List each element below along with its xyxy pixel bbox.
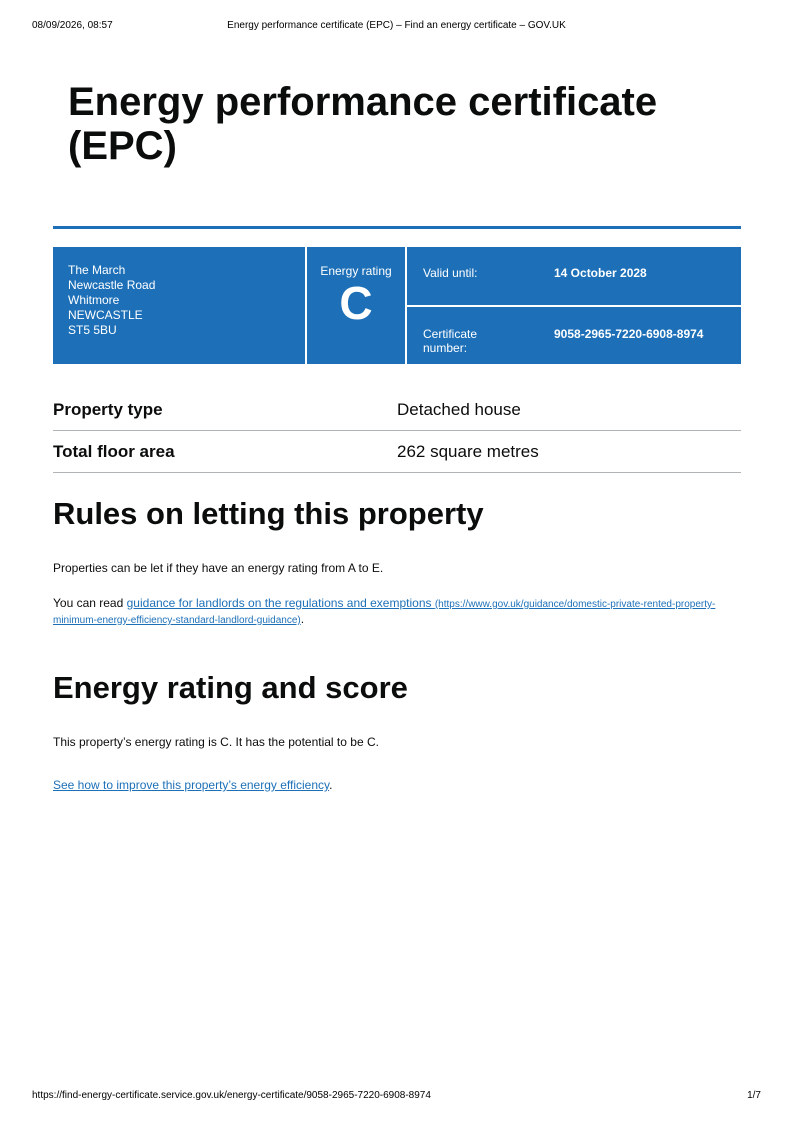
- energy-rating-heading: Energy rating and score: [53, 670, 408, 705]
- print-page-title: Energy performance certificate (EPC) – Find an energy certificate – GOV.UK: [227, 20, 566, 31]
- address-line: Whitmore: [68, 293, 120, 307]
- improve-efficiency-link[interactable]: See how to improve this property’s energy efficiency: [53, 778, 330, 792]
- letting-paragraph: Properties can be let if they have an energy rating from A to E.: [53, 561, 384, 575]
- address-line: Newcastle Road: [68, 278, 156, 292]
- energy-rating-letter: C: [339, 277, 373, 329]
- valid-until-label: Valid until:: [423, 266, 478, 280]
- print-footer: [32, 1090, 761, 1104]
- guidance-suffix: .: [300, 612, 305, 626]
- guidance-prefix: You can read: [53, 596, 127, 610]
- landlord-guidance-link[interactable]: [53, 596, 715, 626]
- energy-rating-cell: [307, 247, 405, 364]
- valid-until-value: 14 October 2028: [554, 266, 647, 280]
- address-line: The March: [68, 263, 126, 277]
- page-title: Energy performance certificate (EPC): [68, 80, 658, 168]
- landlord-guidance-link-text: guidance for landlords on the regulations and exemptions: [126, 596, 432, 610]
- certificate-number-label: Certificate number:: [423, 327, 478, 355]
- guidance-paragraph: [53, 596, 741, 628]
- certificate-number-value: 9058-2965-7220-6908-8974: [554, 327, 704, 341]
- print-header: [32, 20, 761, 34]
- summary-value: Detached house: [397, 400, 521, 419]
- letting-heading: Rules on letting this property: [53, 496, 484, 531]
- summary-key: Total floor area: [53, 442, 175, 461]
- address-line: ST5 5BU: [68, 323, 117, 337]
- address-line: NEWCASTLE: [68, 308, 143, 322]
- energy-rating-label: Energy rating: [320, 264, 392, 278]
- page-number: 1/7: [747, 1090, 761, 1101]
- certificate-number-cell: [407, 307, 741, 364]
- landlord-guidance-url: (https://www.gov.uk/guidance/domestic-private-rented-property-minimum-energy-efficiency-standard-landlord-guidance): [53, 599, 716, 626]
- print-url: https://find-energy-certificate.service.gov.uk/energy-certificate/9058-2965-7220-6908-8974: [32, 1090, 431, 1101]
- summary-row: [53, 431, 741, 473]
- energy-rating-paragraph: This property’s energy rating is C. It has the potential to be C.: [53, 735, 379, 749]
- valid-until-cell: [407, 247, 741, 305]
- summary-value: 262 square metres: [397, 442, 539, 461]
- print-datetime: 08/09/2026, 08:57: [32, 20, 113, 31]
- summary-row: [53, 389, 741, 431]
- certificate-summary-box: [53, 247, 741, 364]
- property-address: [53, 247, 305, 364]
- property-summary-list: [53, 389, 741, 473]
- summary-key: Property type: [53, 400, 163, 419]
- improve-suffix: .: [329, 778, 333, 792]
- improve-paragraph: [53, 778, 741, 793]
- section-divider: [53, 226, 741, 229]
